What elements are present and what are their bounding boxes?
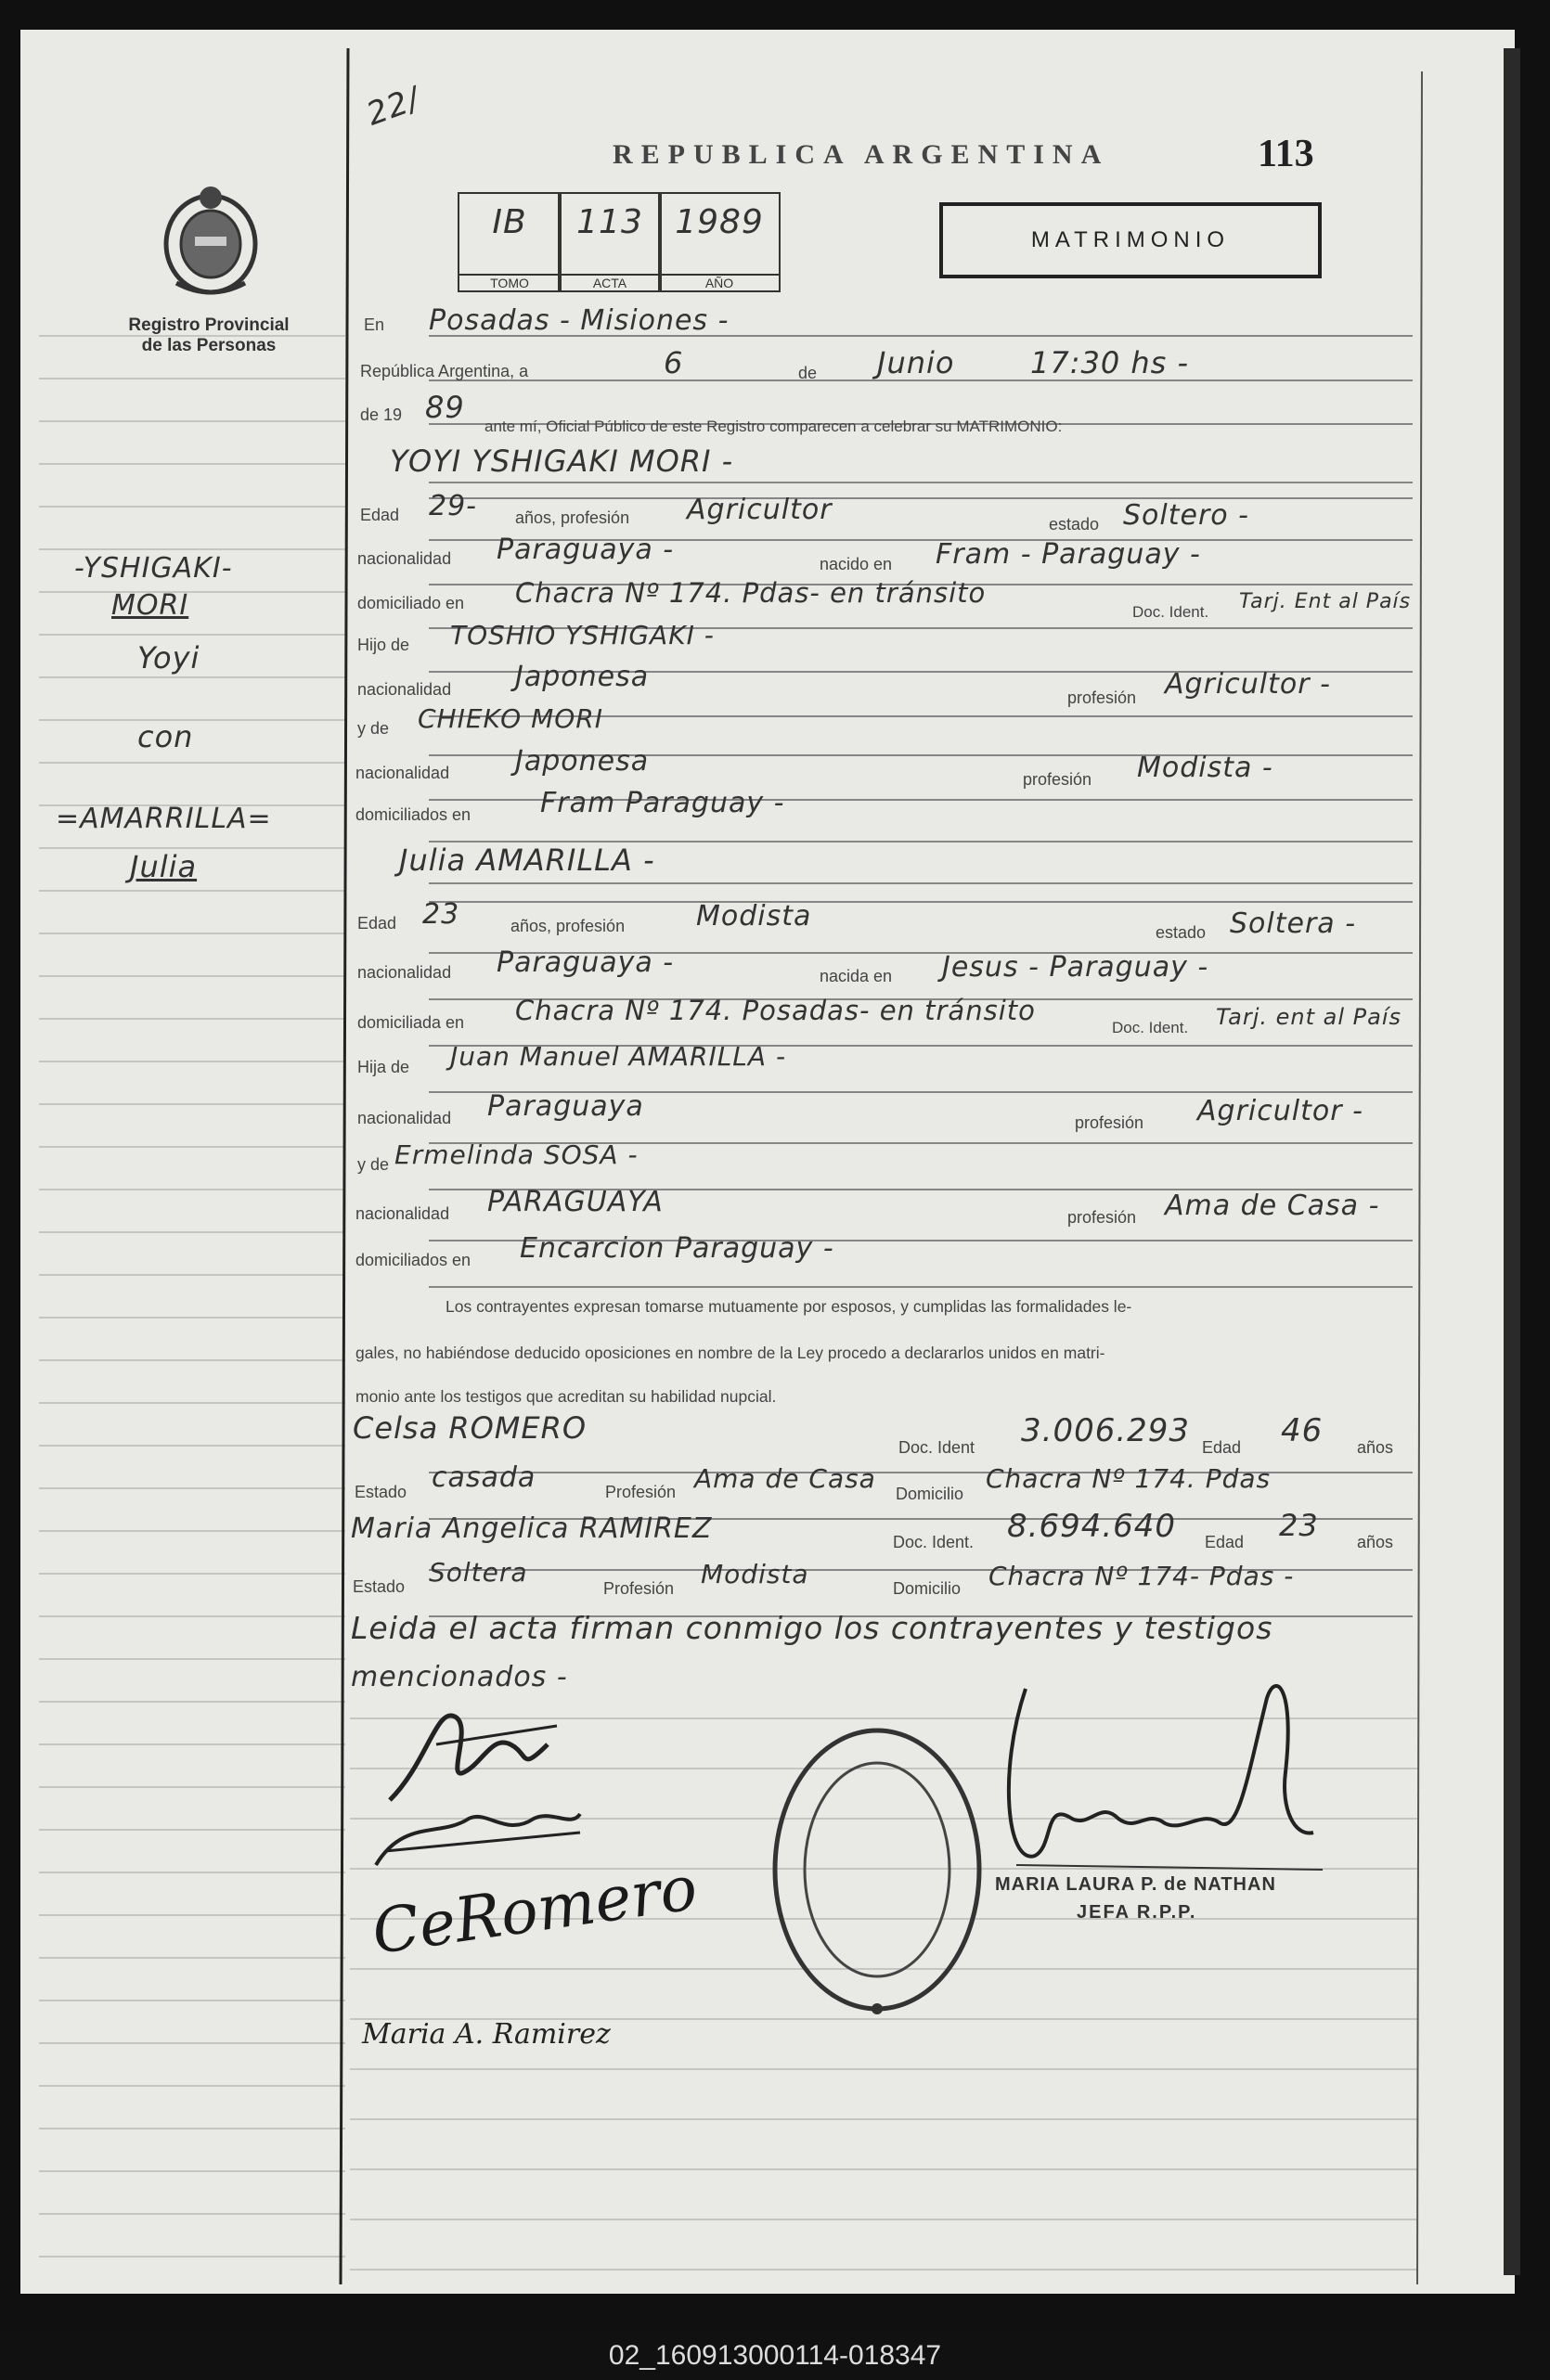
witness2-status: Soltera (429, 1557, 528, 1588)
label-groom-nacido: nacido en (820, 555, 893, 573)
label-groom-doc: Doc. Ident. (1132, 603, 1209, 621)
label-bride-hija: Hija de (357, 1058, 410, 1076)
label-groom-mother-nac: nacionalidad (355, 764, 450, 782)
bride-birthplace: Jesus - Paraguay - (942, 951, 1209, 984)
statement-line1: Los contrayentes expresan tomarse mutuamente por esposos, y cumplidas las formalidades le- (446, 1297, 1132, 1316)
groom-address: Chacra Nº 174. Pdas- en tránsito (515, 577, 987, 609)
label-de: de (798, 364, 818, 382)
coat-of-arms-icon (158, 181, 265, 302)
official-signature (988, 1661, 1378, 1884)
margin-note: 22/ (361, 80, 425, 134)
bride-address: Chacra Nº 174. Posadas- en tránsito (515, 995, 1036, 1026)
label-en: En (364, 315, 385, 334)
label-witness2-edad: Edad (1205, 1533, 1245, 1551)
label-bride-domiciliada: domiciliada en (357, 1013, 465, 1032)
acta-label: ACTA (560, 274, 660, 290)
label-bride-y-de: y de (357, 1155, 390, 1174)
witness2-doc: 8.694.640 (1007, 1508, 1177, 1545)
bride-father-profession: Agricultor - (1197, 1095, 1363, 1127)
groom-status: Soltero - (1123, 499, 1250, 532)
label-bride-profesion: años, profesión (510, 917, 626, 935)
country-heading: REPUBLICA ARGENTINA (613, 139, 1110, 170)
witness2-profession: Modista (701, 1559, 809, 1589)
act-type: MATRIMONIO (1030, 227, 1231, 252)
tomo-label: TOMO (459, 274, 560, 290)
label-bride-mother-nac: nacionalidad (355, 1204, 450, 1223)
witness1-signature: CeRomero (368, 1851, 702, 1969)
bride-name: Julia AMARILLA - (399, 843, 655, 878)
bride-mother: Ermelinda SOSA - (394, 1139, 639, 1170)
witness1-name: Celsa ROMERO (353, 1410, 588, 1446)
label-bride-estado: estado (1156, 923, 1207, 942)
label-groom-hijo: Hijo de (357, 636, 410, 654)
groom-signature (371, 1689, 594, 1819)
groom-father-profession: Agricultor - (1165, 668, 1331, 701)
groom-birthplace: Fram - Paraguay - (936, 538, 1201, 571)
groom-age: 29- (429, 490, 477, 522)
label-groom-father-nac: nacionalidad (357, 680, 452, 699)
groom-parents-address: Fram Paraguay - (540, 787, 785, 819)
label-bride-domiciliados: domiciliados en (355, 1251, 471, 1269)
groom-mother: CHIEKO MORI (418, 703, 604, 734)
witness1-doc: 3.006.293 (1021, 1412, 1191, 1449)
label-groom-edad: Edad (360, 506, 400, 524)
intro-year: 89 (425, 390, 465, 425)
label-bride-edad: Edad (357, 914, 397, 933)
label-republica: República Argentina, a (360, 362, 529, 380)
page-number: 113 (1258, 133, 1314, 175)
bride-nationality: Paraguaya - (497, 946, 675, 979)
label-groom-mother-prof: profesión (1023, 770, 1092, 789)
statement-line2: gales, no habiéndose deducido oposiciones en nombre de la Ley procedo a declararlos unidos en matri- (355, 1344, 1105, 1362)
groom-nationality: Paraguaya - (497, 534, 675, 566)
label-bride-father-nac: nacionalidad (357, 1109, 452, 1127)
label-witness2-domicilio: Domicilio (893, 1579, 962, 1598)
groom-mother-profession: Modista - (1137, 752, 1273, 784)
intro-day: 6 (664, 345, 684, 380)
groom-father-nationality: Japonesa (515, 661, 650, 693)
label-groom-nacionalidad: nacionalidad (357, 549, 452, 568)
intro-month: Junio (877, 345, 955, 380)
closing-line1: Leida el acta firman conmigo los contrayentes y testigos (351, 1610, 1273, 1646)
groom-father: TOSHIO YSHIGAKI - (450, 620, 715, 650)
label-witness1-estado: Estado (355, 1483, 407, 1501)
label-groom-father-prof: profesión (1067, 688, 1137, 707)
registry-stamp (766, 1721, 988, 2018)
registry-name (102, 315, 316, 356)
label-witness2-anos: años (1357, 1533, 1394, 1551)
witness2-name: Maria Angelica RAMIREZ (351, 1512, 713, 1545)
label-groom-estado: estado (1049, 515, 1100, 534)
label-bride-nacionalidad: nacionalidad (357, 963, 452, 982)
label-witness1-profesion: Profesión (605, 1483, 677, 1501)
label-groom-domiciliados: domiciliados en (355, 805, 471, 824)
file-id: 02_160913000114-018347 (608, 2340, 942, 2371)
bride-status: Soltera - (1230, 907, 1357, 940)
bride-mother-profession: Ama de Casa - (1165, 1190, 1380, 1222)
ano-value: 1989 (675, 203, 764, 241)
bride-doc: Tarj. ent al País (1216, 1004, 1402, 1030)
closing-line2: mencionados - (351, 1661, 568, 1693)
label-groom-domiciliado: domiciliado en (357, 594, 465, 612)
label-witness2-estado: Estado (353, 1577, 406, 1596)
label-year: de 19 (360, 405, 403, 424)
label-bride-mother-prof: profesión (1067, 1208, 1137, 1227)
official-name: MARIA LAURA P. de NATHAN (995, 1874, 1276, 1895)
intro-place: Posadas - Misiones - (429, 304, 730, 337)
groom-mother-nationality: Japonesa (515, 745, 650, 778)
groom-profession: Agricultor (687, 494, 833, 526)
witness2-address: Chacra Nº 174- Pdas - (988, 1561, 1295, 1591)
bride-profession: Modista (696, 900, 812, 933)
sidebar-groom-surname2: MORI (111, 589, 189, 622)
witness2-signature: Maria A. Ramirez (362, 2018, 611, 2051)
act-type-box (939, 202, 1322, 278)
label-witness2-doc: Doc. Ident. (893, 1533, 975, 1551)
bride-father-nationality: Paraguaya (487, 1090, 644, 1123)
witness1-address: Chacra Nº 174. Pdas (986, 1463, 1272, 1494)
label-groom-profesion: años, profesión (515, 508, 630, 527)
intro-text: ante mí, Oficial Público de este Registro comparecen a celebrar su MATRIMONIO: (484, 418, 1063, 435)
groom-doc: Tarj. Ent al País (1239, 590, 1412, 613)
label-witness2-profesion: Profesión (603, 1579, 675, 1598)
witness1-status: casada (432, 1461, 536, 1494)
label-witness1-doc: Doc. Ident (898, 1438, 975, 1457)
registry-name-line1: Registro Provincial (128, 315, 290, 335)
intro-time: 17:30 hs - (1030, 345, 1190, 380)
sidebar-bride-surname: =AMARRILLA= (56, 803, 272, 835)
label-bride-nacida: nacida en (820, 967, 893, 985)
registry-name-line2: de las Personas (141, 336, 277, 355)
bride-age: 23 (422, 898, 460, 931)
label-bride-doc: Doc. Ident. (1112, 1019, 1189, 1036)
book-binding-edge (1504, 48, 1520, 2275)
bride-father: Juan Manuel AMARILLA - (450, 1041, 787, 1072)
ano-label: AÑO (660, 274, 779, 290)
sidebar-bride-given: Julia (130, 849, 198, 884)
witness1-profession: Ama de Casa (694, 1463, 876, 1494)
tomo-value: IB (492, 203, 527, 241)
witness1-age: 46 (1281, 1412, 1324, 1449)
label-witness1-domicilio: Domicilio (896, 1485, 964, 1503)
label-bride-father-prof: profesión (1075, 1113, 1144, 1132)
label-witness1-anos: años (1357, 1438, 1394, 1457)
sidebar-groom-surname: -YSHIGAKI- (74, 552, 233, 585)
statement-line3: monio ante los testigos que acreditan su habilidad nupcial. (355, 1387, 777, 1406)
bride-mother-nationality: PARAGUAYA (487, 1186, 664, 1218)
acta-value: 113 (576, 203, 643, 241)
label-groom-y-de: y de (357, 719, 390, 738)
official-title: JEFA R.P.P. (1077, 1902, 1197, 1923)
groom-name: YOYI YSHIGAKI MORI - (390, 444, 734, 479)
bride-parents-address: Encarcion Paraguay - (520, 1232, 834, 1265)
sidebar-groom-given: Yoyi (137, 640, 200, 675)
file-id-footer (0, 2331, 1550, 2380)
label-witness1-edad: Edad (1202, 1438, 1242, 1457)
witness2-age: 23 (1279, 1508, 1319, 1543)
sidebar-connector: con (137, 719, 194, 754)
